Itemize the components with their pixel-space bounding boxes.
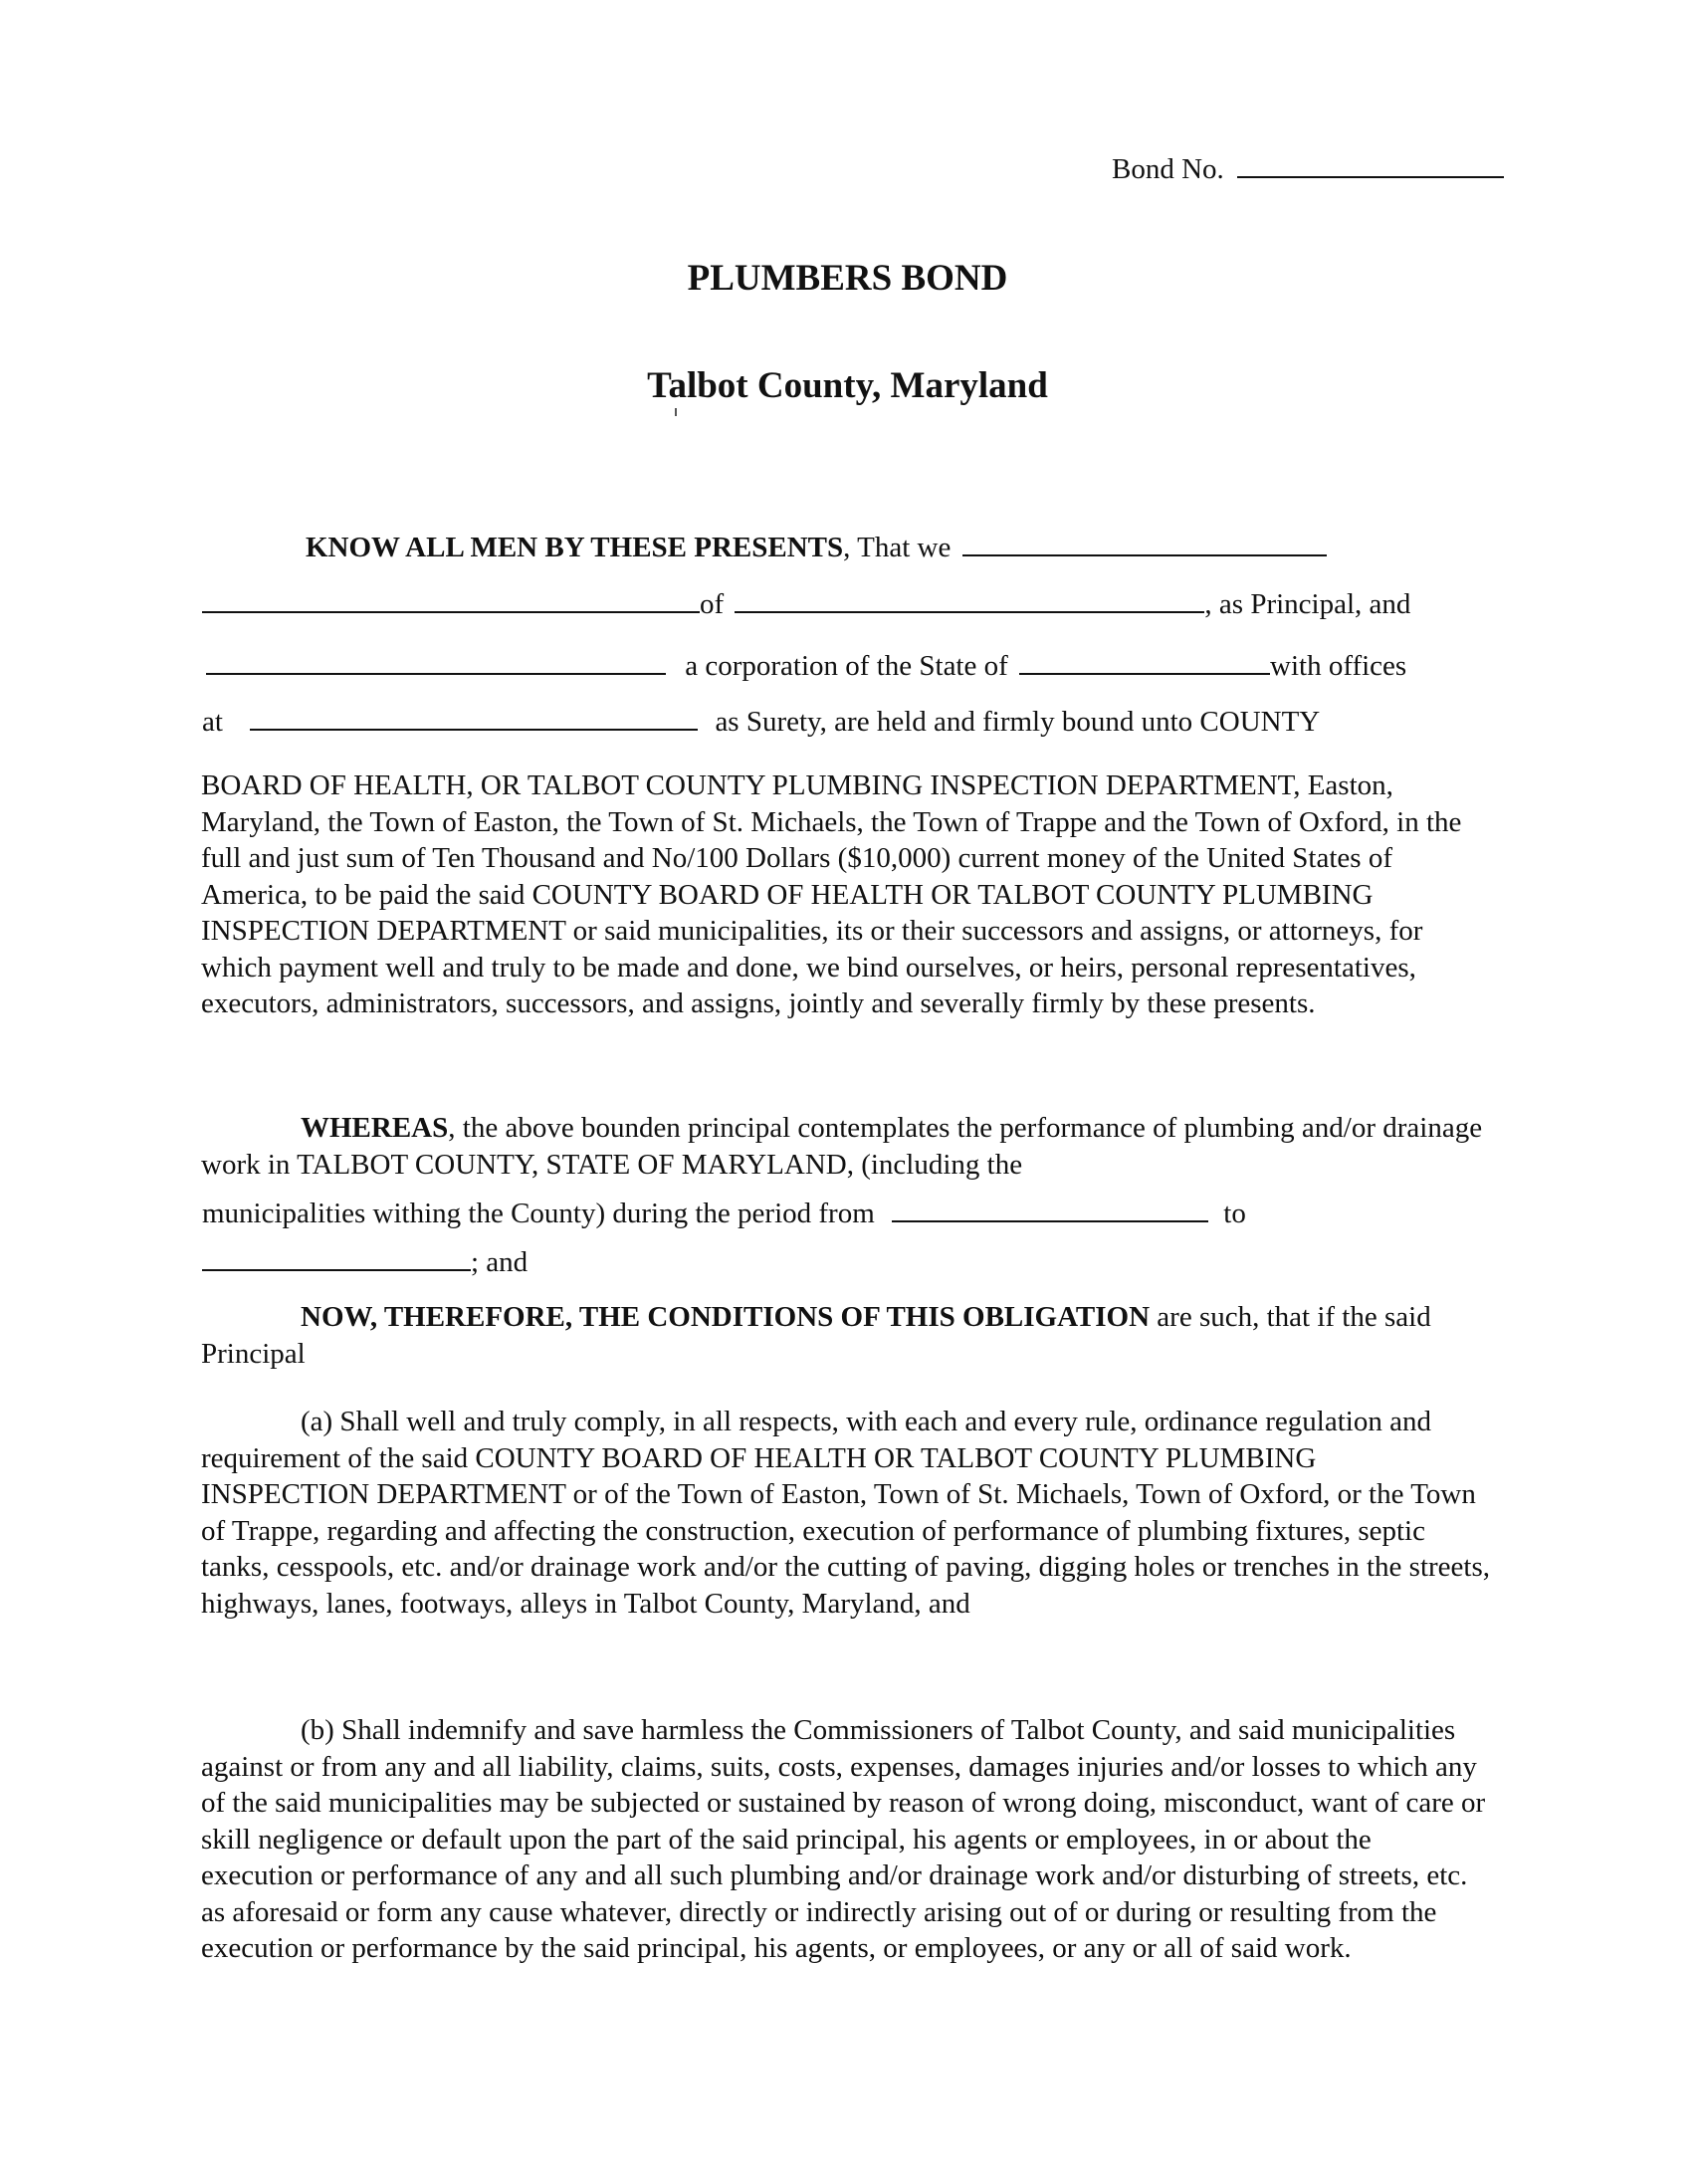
now-therefore-bold: NOW, THEREFORE, THE CONDITIONS OF THIS OBLIGATION <box>301 1301 1151 1333</box>
as-principal-label: , as Principal, and <box>1204 588 1411 620</box>
principal-name-blank[interactable] <box>962 531 1327 556</box>
whereas-period-line <box>202 1197 1246 1230</box>
period-to-label: to <box>1223 1198 1246 1229</box>
as-surety-label: as Surety, are held and firmly bound unto COUNTY <box>715 706 1321 738</box>
principal-name-blank-2[interactable] <box>202 587 700 613</box>
surety-state-blank[interactable] <box>1019 649 1270 675</box>
whereas-bold: WHEREAS <box>301 1112 449 1144</box>
intro-line-3 <box>206 649 1406 683</box>
whereas-text: , the above bounden principal contemplates the performance of plumbing and/or drainage work in TALBOT COUNTY, STATE OF MARYLAND, (including the <box>201 1112 1483 1181</box>
now-therefore-paragraph <box>201 1299 1490 1372</box>
bond-number-label: Bond No. <box>1112 153 1224 185</box>
intro-lead-bold: KNOW ALL MEN BY THESE PRESENTS <box>306 532 844 563</box>
clause-a-text: (a) Shall well and truly comply, in all respects, with each and every rule, ordinance regulation and requirement of the said COUNTY BOARD OF HEALTH OR TALBOT COUNTY PLUMBING INSPECTION DEPARTMENT or of the Town of Easton, Town of St. Michaels, Town of Oxford, or the Town of Trappe, regarding and affecting the construction, execution of performance of plumbing fixtures, septic tanks, cesspools, etc. and/or drainage work and/or the cutting of paving, digging holes or trenches in the streets, highways, lanes, footways, alleys in Talbot County, Maryland, and <box>201 1406 1491 1620</box>
clause-b-text: (b) Shall indemnify and save harmless the Commissioners of Talbot County, and said municipalities against or from any and all liability, claims, suits, costs, expenses, damages injuries and/or losses to which any of the said municipalities may be subjected or sustained by reason of wrong doing, misconduct, want of care or skill negligence or default upon the part of the said principal, his agents or employees, in or about the execution or performance of any and all such plumbing and/or drainage work and/or disturbing of streets, etc. as aforesaid or form any cause whatever, directly or indirectly arising out of or during or resulting from the execution or performance by the said principal, his agents, or employees, or any or all of said work. <box>201 1714 1486 1964</box>
document-title: PLUMBERS BOND <box>687 258 1008 299</box>
with-offices-label: with offices <box>1270 650 1407 682</box>
document-subtitle: Talbot County, Maryland <box>647 365 1048 406</box>
intro-line-4 <box>202 705 1320 739</box>
at-label: at <box>202 706 223 738</box>
clause-b-paragraph <box>201 1712 1490 1967</box>
surety-offices-blank[interactable] <box>250 705 698 731</box>
stray-mark <box>675 408 677 416</box>
board-paragraph-text: BOARD OF HEALTH, OR TALBOT COUNTY PLUMBING INSPECTION DEPARTMENT, Easton, Maryland, the Town of Easton, the Town of St. Michaels, the Town of Trappe and the Town of Oxford, in the full and just sum of Ten Thousand and No/100 Dollars ($10,000) current money of the United States of America, to be paid the said COUNTY BOARD OF HEALTH OR TALBOT COUNTY PLUMBING INSPECTION DEPARTMENT or said municipalities, its or their successors and assigns, or attorneys, for which payment well and truly to be made and done, we bind ourselves, or heirs, personal representatives, executors, administrators, successors, and assigns, jointly and severally firmly by these presents. <box>201 769 1462 1019</box>
whereas-end-line <box>202 1245 528 1279</box>
whereas-period-label: municipalities withing the County) during the period from <box>202 1198 875 1229</box>
and-label: ; and <box>471 1246 529 1278</box>
now-therefore-text: are such, that if the said Principal <box>201 1301 1431 1370</box>
intro-line-1 <box>306 531 1327 564</box>
whereas-paragraph <box>201 1110 1490 1183</box>
of-label: of <box>700 588 725 620</box>
corporation-label: a corporation of the State of <box>685 650 1008 682</box>
period-to-blank[interactable] <box>202 1245 471 1271</box>
bond-number-line <box>1112 152 1504 186</box>
intro-lead-rest: , That we <box>843 532 952 563</box>
intro-line-2 <box>202 587 1410 621</box>
board-paragraph <box>201 767 1490 1022</box>
clause-a-paragraph <box>201 1404 1490 1622</box>
surety-name-blank[interactable] <box>206 649 666 675</box>
bond-number-blank[interactable] <box>1237 152 1504 178</box>
period-from-blank[interactable] <box>892 1197 1208 1222</box>
principal-address-blank[interactable] <box>735 587 1204 613</box>
